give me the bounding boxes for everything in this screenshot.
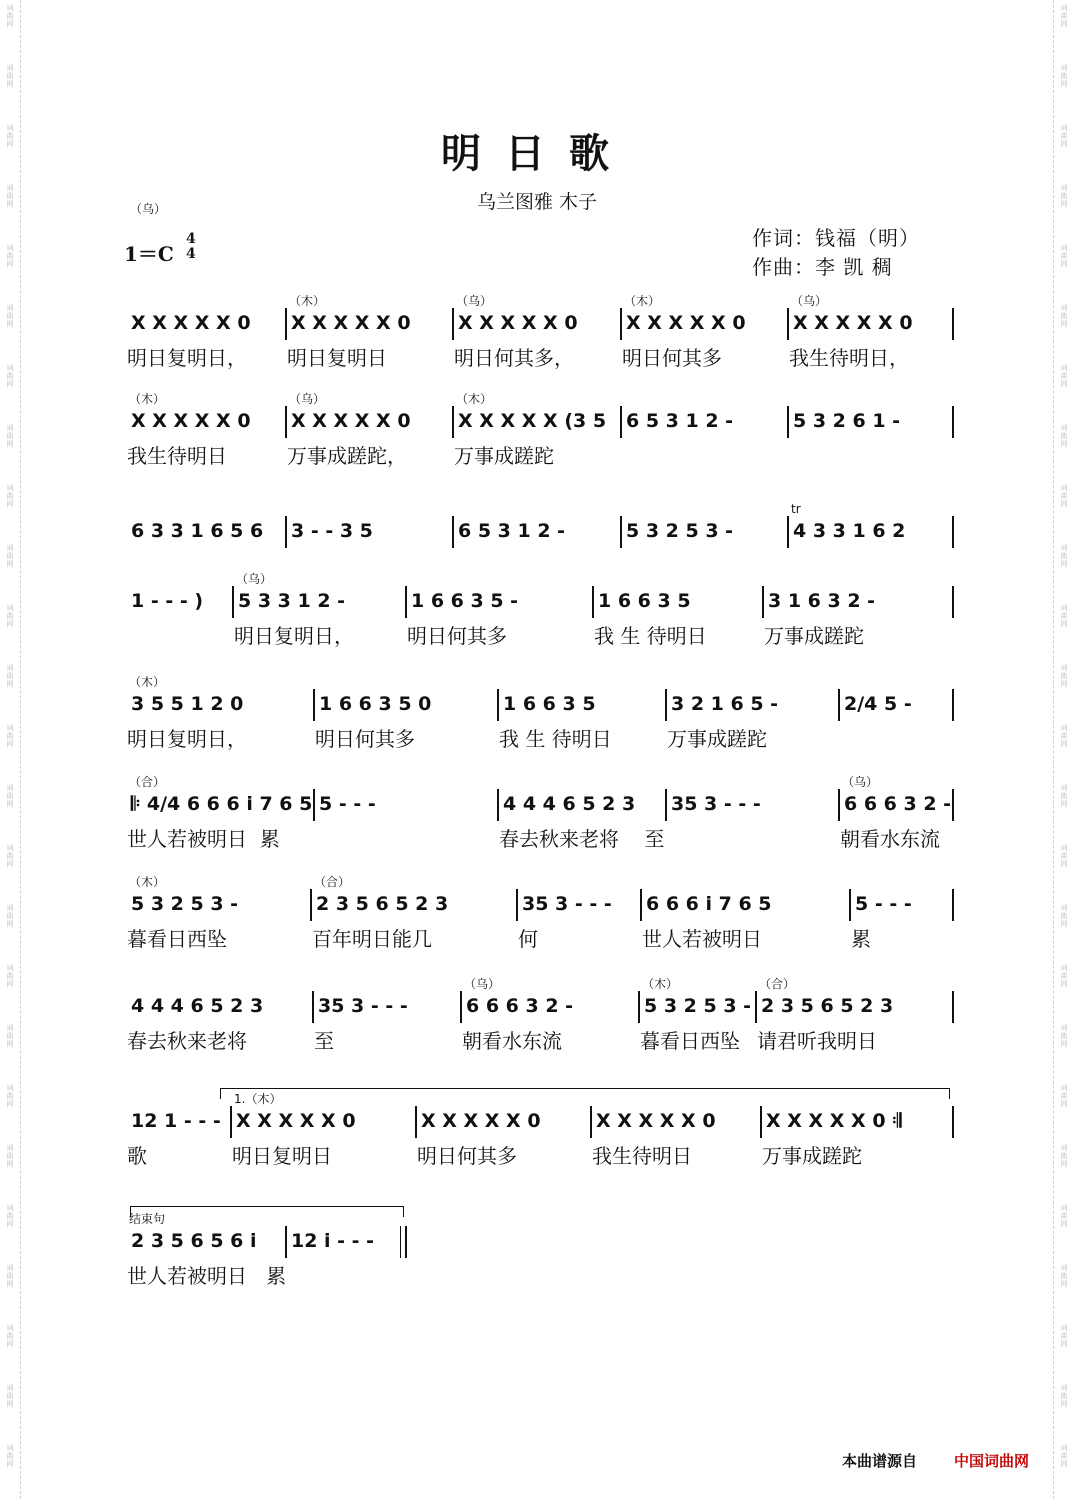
measure-notes: 3 5 5 1 2 0	[131, 693, 244, 715]
watermark: 词 曲 网	[1060, 304, 1068, 328]
voice-label: （乌）	[842, 775, 879, 789]
watermark: 词 曲 网	[6, 964, 14, 988]
lyric-text: 明日何其多	[622, 346, 722, 370]
measure-notes: 5 3 3 1 2 -	[238, 590, 346, 612]
lyric-text: 明日复明日，	[127, 727, 247, 751]
barline	[849, 889, 851, 921]
key-signature: 1＝C	[124, 242, 174, 266]
measure-notes: 35 3 - - -	[522, 893, 612, 915]
voice-label: （合）	[129, 775, 166, 789]
watermark: 词 曲 网	[1060, 484, 1068, 508]
barline	[310, 889, 312, 921]
lyric-text: 明日复明日	[287, 346, 387, 370]
watermark: 词 曲 网	[1060, 1144, 1068, 1168]
barline	[590, 1106, 592, 1138]
barline	[762, 586, 764, 618]
measure-notes: 1 6 6 3 5 0	[319, 693, 432, 715]
measure-notes: 4 4 4 6 5 2 3	[131, 995, 264, 1017]
measure-notes: 5 3 2 6 1 -	[793, 410, 901, 432]
first-ending-bracket	[220, 1088, 950, 1099]
watermark: 词 曲 网	[6, 784, 14, 808]
barline	[952, 991, 954, 1023]
voice-label: 1.（木）	[234, 1092, 282, 1106]
barline	[952, 1106, 954, 1138]
lyric-text: 我生待明日	[127, 444, 227, 468]
time-numerator: 4	[186, 231, 196, 247]
lyric-text: 世人若被明日 累	[127, 827, 280, 851]
measure-notes: 6 6 6 i 7 6 5	[646, 893, 772, 915]
barline	[285, 516, 287, 548]
watermark: 词 曲 网	[6, 604, 14, 628]
lyric-text: 明日何其多	[417, 1144, 517, 1168]
barline	[405, 1226, 407, 1258]
watermark: 词 曲 网	[1060, 784, 1068, 808]
measure-notes: 1 6 6 3 5 -	[411, 590, 519, 612]
watermark: 词 曲 网	[1060, 1384, 1068, 1408]
watermark: 词 曲 网	[1060, 1024, 1068, 1048]
coda-bracket	[130, 1206, 404, 1217]
voice-label: （木）	[289, 294, 326, 308]
barline	[665, 789, 667, 821]
measure-notes: 12 i - - -	[291, 1230, 375, 1252]
measure-notes: 2 3 5 6 5 2 3	[761, 995, 894, 1017]
barline	[787, 308, 789, 340]
lyric-text: 万事成蹉跎	[667, 727, 767, 751]
measure-notes: 6 3 3 1 6 5 6	[131, 520, 264, 542]
voice-label: （木）	[624, 294, 661, 308]
voice-label: （乌）	[791, 294, 828, 308]
measure-notes: X X X X X 0	[291, 410, 411, 432]
watermark: 词 曲 网	[6, 1264, 14, 1288]
lyric-text: 万事成蹉跎	[764, 624, 864, 648]
barline	[755, 991, 757, 1023]
watermark: 词 曲 网	[6, 1324, 14, 1348]
barline	[952, 516, 954, 548]
measure-notes: 6 6 6 3 2 -	[844, 793, 952, 815]
measure-notes: X X X X X 0	[291, 312, 411, 334]
measure-notes: X X X X X 0 𝄇	[766, 1110, 902, 1132]
barline	[460, 991, 462, 1023]
voice-label: （合）	[759, 977, 796, 991]
measure-notes: 3 - - 3 5	[291, 520, 373, 542]
measure-notes: 5 3 2 5 3 -	[131, 893, 239, 915]
lyric-text: 春去秋来老将 至	[499, 827, 665, 851]
measure-notes: 3 2 1 6 5 -	[671, 693, 779, 715]
barline	[497, 689, 499, 721]
lyric-text: 累	[851, 927, 871, 951]
watermark: 词 曲 网	[1060, 1264, 1068, 1288]
barline	[415, 1106, 417, 1138]
barline	[452, 308, 454, 340]
barline	[638, 991, 640, 1023]
barline	[285, 406, 287, 438]
watermark: 词 曲 网	[1060, 64, 1068, 88]
barline	[787, 406, 789, 438]
barline	[620, 516, 622, 548]
watermark: 词 曲 网	[1060, 904, 1068, 928]
measure-notes: 1 6 6 3 5	[503, 693, 596, 715]
measure-notes: 3 1 6 3 2 -	[768, 590, 876, 612]
voice-label: （木）	[129, 392, 166, 406]
lyric-text: 我生待明日，	[789, 346, 909, 370]
lyric-text: 明日复明日，	[234, 624, 354, 648]
song-title: 明日歌	[441, 130, 633, 177]
lyric-text: 朝看水东流	[840, 827, 940, 851]
source-site: 中国词曲网	[954, 1452, 1030, 1470]
lyric-text: 暮看日西坠	[127, 927, 227, 951]
barline	[592, 586, 594, 618]
lyric-text: 万事成蹉跎	[454, 444, 554, 468]
watermark: 词 曲 网	[6, 1024, 14, 1048]
measure-notes: X X X X X 0	[596, 1110, 716, 1132]
measure-notes: X X X X X 0	[793, 312, 913, 334]
barline	[313, 689, 315, 721]
barline	[516, 889, 518, 921]
measure-notes: 5 3 2 5 3 -	[626, 520, 734, 542]
barline	[952, 689, 954, 721]
barline	[787, 516, 789, 548]
barline	[452, 516, 454, 548]
voice-label: （乌）	[456, 294, 493, 308]
lyric-text: 暮看日西坠	[640, 1029, 740, 1053]
lyric-text: 明日复明日，	[127, 346, 247, 370]
watermark: 词 曲 网	[6, 424, 14, 448]
voice-label: （木）	[129, 675, 166, 689]
watermark: 词 曲 网	[6, 724, 14, 748]
watermark: 词 曲 网	[6, 1204, 14, 1228]
measure-notes: 35 3 - - -	[671, 793, 761, 815]
voice-label: 结束句	[129, 1212, 166, 1226]
barline	[620, 308, 622, 340]
barline	[952, 586, 954, 618]
barline	[232, 586, 234, 618]
voice-label: （合）	[314, 875, 351, 889]
measure-notes: 1 6 6 3 5	[598, 590, 691, 612]
voice-label: （木）	[129, 875, 166, 889]
watermark: 词 曲 网	[1060, 424, 1068, 448]
barline	[952, 308, 954, 340]
watermark: 词 曲 网	[6, 844, 14, 868]
watermark: 词 曲 网	[1060, 1444, 1068, 1468]
lyric-text: 世人若被明日	[642, 927, 762, 951]
source-label: 本曲谱源自	[842, 1452, 918, 1470]
measure-notes: 6 5 3 1 2 -	[626, 410, 734, 432]
watermark: 词 曲 网	[1060, 664, 1068, 688]
watermark: 词 曲 网	[6, 364, 14, 388]
barline	[640, 889, 642, 921]
barline	[230, 1106, 232, 1138]
watermark: 词 曲 网	[1060, 364, 1068, 388]
watermark: 词 曲 网	[6, 304, 14, 328]
barline	[952, 889, 954, 921]
barline	[838, 689, 840, 721]
measure-notes: 4 3 3 1 6 2	[793, 520, 906, 542]
final-barline	[400, 1226, 401, 1258]
watermark: 词 曲 网	[1060, 964, 1068, 988]
singers: 乌兰图雅 木子	[476, 191, 598, 213]
lyric-text: 我生待明日	[592, 1144, 692, 1168]
voice-label: tr	[791, 502, 801, 516]
lyric-text: 朝看水东流	[462, 1029, 562, 1053]
voice-label: （乌）	[289, 392, 326, 406]
watermark: 词 曲 网	[6, 664, 14, 688]
lyric-text: 百年明日能几	[312, 927, 432, 951]
barline	[838, 789, 840, 821]
measure-notes: 35 3 - - -	[318, 995, 408, 1017]
measure-notes: 2/4 5 -	[844, 693, 912, 715]
watermark: 词 曲 网	[6, 184, 14, 208]
watermark: 词 曲 网	[1060, 124, 1068, 148]
measure-notes: 5 3 2 5 3 -	[644, 995, 752, 1017]
barline	[285, 1226, 287, 1258]
watermark: 词 曲 网	[1060, 4, 1068, 28]
watermark: 词 曲 网	[1060, 604, 1068, 628]
lyric-text: 歌	[127, 1144, 147, 1168]
lyric-text: 明日何其多	[407, 624, 507, 648]
lyric-text: 春去秋来老将	[127, 1029, 247, 1053]
barline	[313, 789, 315, 821]
watermark: 词 曲 网	[1060, 1084, 1068, 1108]
measure-notes: X X X X X 0	[421, 1110, 541, 1132]
lyric-text: 至	[314, 1029, 334, 1053]
voice-label: （木）	[456, 392, 493, 406]
lyric-text: 世人若被明日 累	[127, 1264, 287, 1288]
measure-notes: X X X X X (3 5	[458, 410, 607, 432]
lyric-text: 我 生 待明日	[594, 624, 707, 648]
measure-notes: 4 4 4 6 5 2 3	[503, 793, 636, 815]
watermark: 词 曲 网	[1060, 184, 1068, 208]
barline	[285, 308, 287, 340]
watermark: 词 曲 网	[6, 244, 14, 268]
watermark: 词 曲 网	[6, 1084, 14, 1108]
measure-notes: 2 3 5 6 5 2 3	[316, 893, 449, 915]
barline	[405, 586, 407, 618]
measure-notes: X X X X X 0	[458, 312, 578, 334]
watermark: 词 曲 网	[1060, 244, 1068, 268]
watermark: 词 曲 网	[6, 4, 14, 28]
watermark: 词 曲 网	[6, 544, 14, 568]
lyric-text: 万事成蹉跎	[762, 1144, 862, 1168]
barline	[620, 406, 622, 438]
measure-notes: 5 - - -	[319, 793, 376, 815]
measure-notes: 5 - - -	[855, 893, 912, 915]
watermark: 词 曲 网	[6, 1444, 14, 1468]
watermark: 词 曲 网	[1060, 1204, 1068, 1228]
watermark: 词 曲 网	[1060, 1324, 1068, 1348]
measure-notes: 6 6 6 3 2 -	[466, 995, 574, 1017]
measure-notes: X X X X X 0	[131, 410, 251, 432]
watermark: 词 曲 网	[6, 1144, 14, 1168]
measure-notes: 𝄆 4/4 6 6 6 i 7 6 5	[131, 793, 313, 815]
watermark: 词 曲 网	[6, 1384, 14, 1408]
watermark: 词 曲 网	[1060, 724, 1068, 748]
voice-label: （乌）	[464, 977, 501, 991]
lyric-text: 明日何其多，	[454, 346, 574, 370]
barline	[497, 789, 499, 821]
measure-notes: X X X X X 0	[131, 312, 251, 334]
measure-notes: 1 - - - )	[131, 590, 204, 612]
barline	[452, 406, 454, 438]
watermark: 词 曲 网	[6, 64, 14, 88]
measure-notes: 2 3 5 6 5 6 i	[131, 1230, 257, 1252]
barline	[952, 789, 954, 821]
measure-notes: X X X X X 0	[626, 312, 746, 334]
lyricist-credit: 作词：钱福（明）	[752, 226, 920, 250]
time-denominator: 4	[186, 246, 196, 262]
barline	[312, 991, 314, 1023]
composer-credit: 作曲：李 凯 稠	[752, 255, 893, 279]
barline	[952, 406, 954, 438]
lyric-text: 明日复明日	[232, 1144, 332, 1168]
voice-label: （木）	[642, 977, 679, 991]
watermark: 词 曲 网	[1060, 844, 1068, 868]
lyric-text: 我 生 待明日	[499, 727, 612, 751]
lyric-text: 万事成蹉跎，	[287, 444, 407, 468]
watermark: 词 曲 网	[1060, 544, 1068, 568]
voice-label: （乌）	[236, 572, 273, 586]
barline	[665, 689, 667, 721]
watermark: 词 曲 网	[6, 484, 14, 508]
lyric-text: 请君听我明日	[757, 1029, 877, 1053]
watermark: 词 曲 网	[6, 124, 14, 148]
measure-notes: X X X X X 0	[236, 1110, 356, 1132]
barline	[760, 1106, 762, 1138]
lyric-text: 明日何其多	[315, 727, 415, 751]
measure-notes: 6 5 3 1 2 -	[458, 520, 566, 542]
lyric-text: 何	[518, 927, 538, 951]
pre-label: （乌）	[130, 202, 167, 216]
measure-notes: 12 1 - - -	[131, 1110, 221, 1132]
watermark: 词 曲 网	[6, 904, 14, 928]
